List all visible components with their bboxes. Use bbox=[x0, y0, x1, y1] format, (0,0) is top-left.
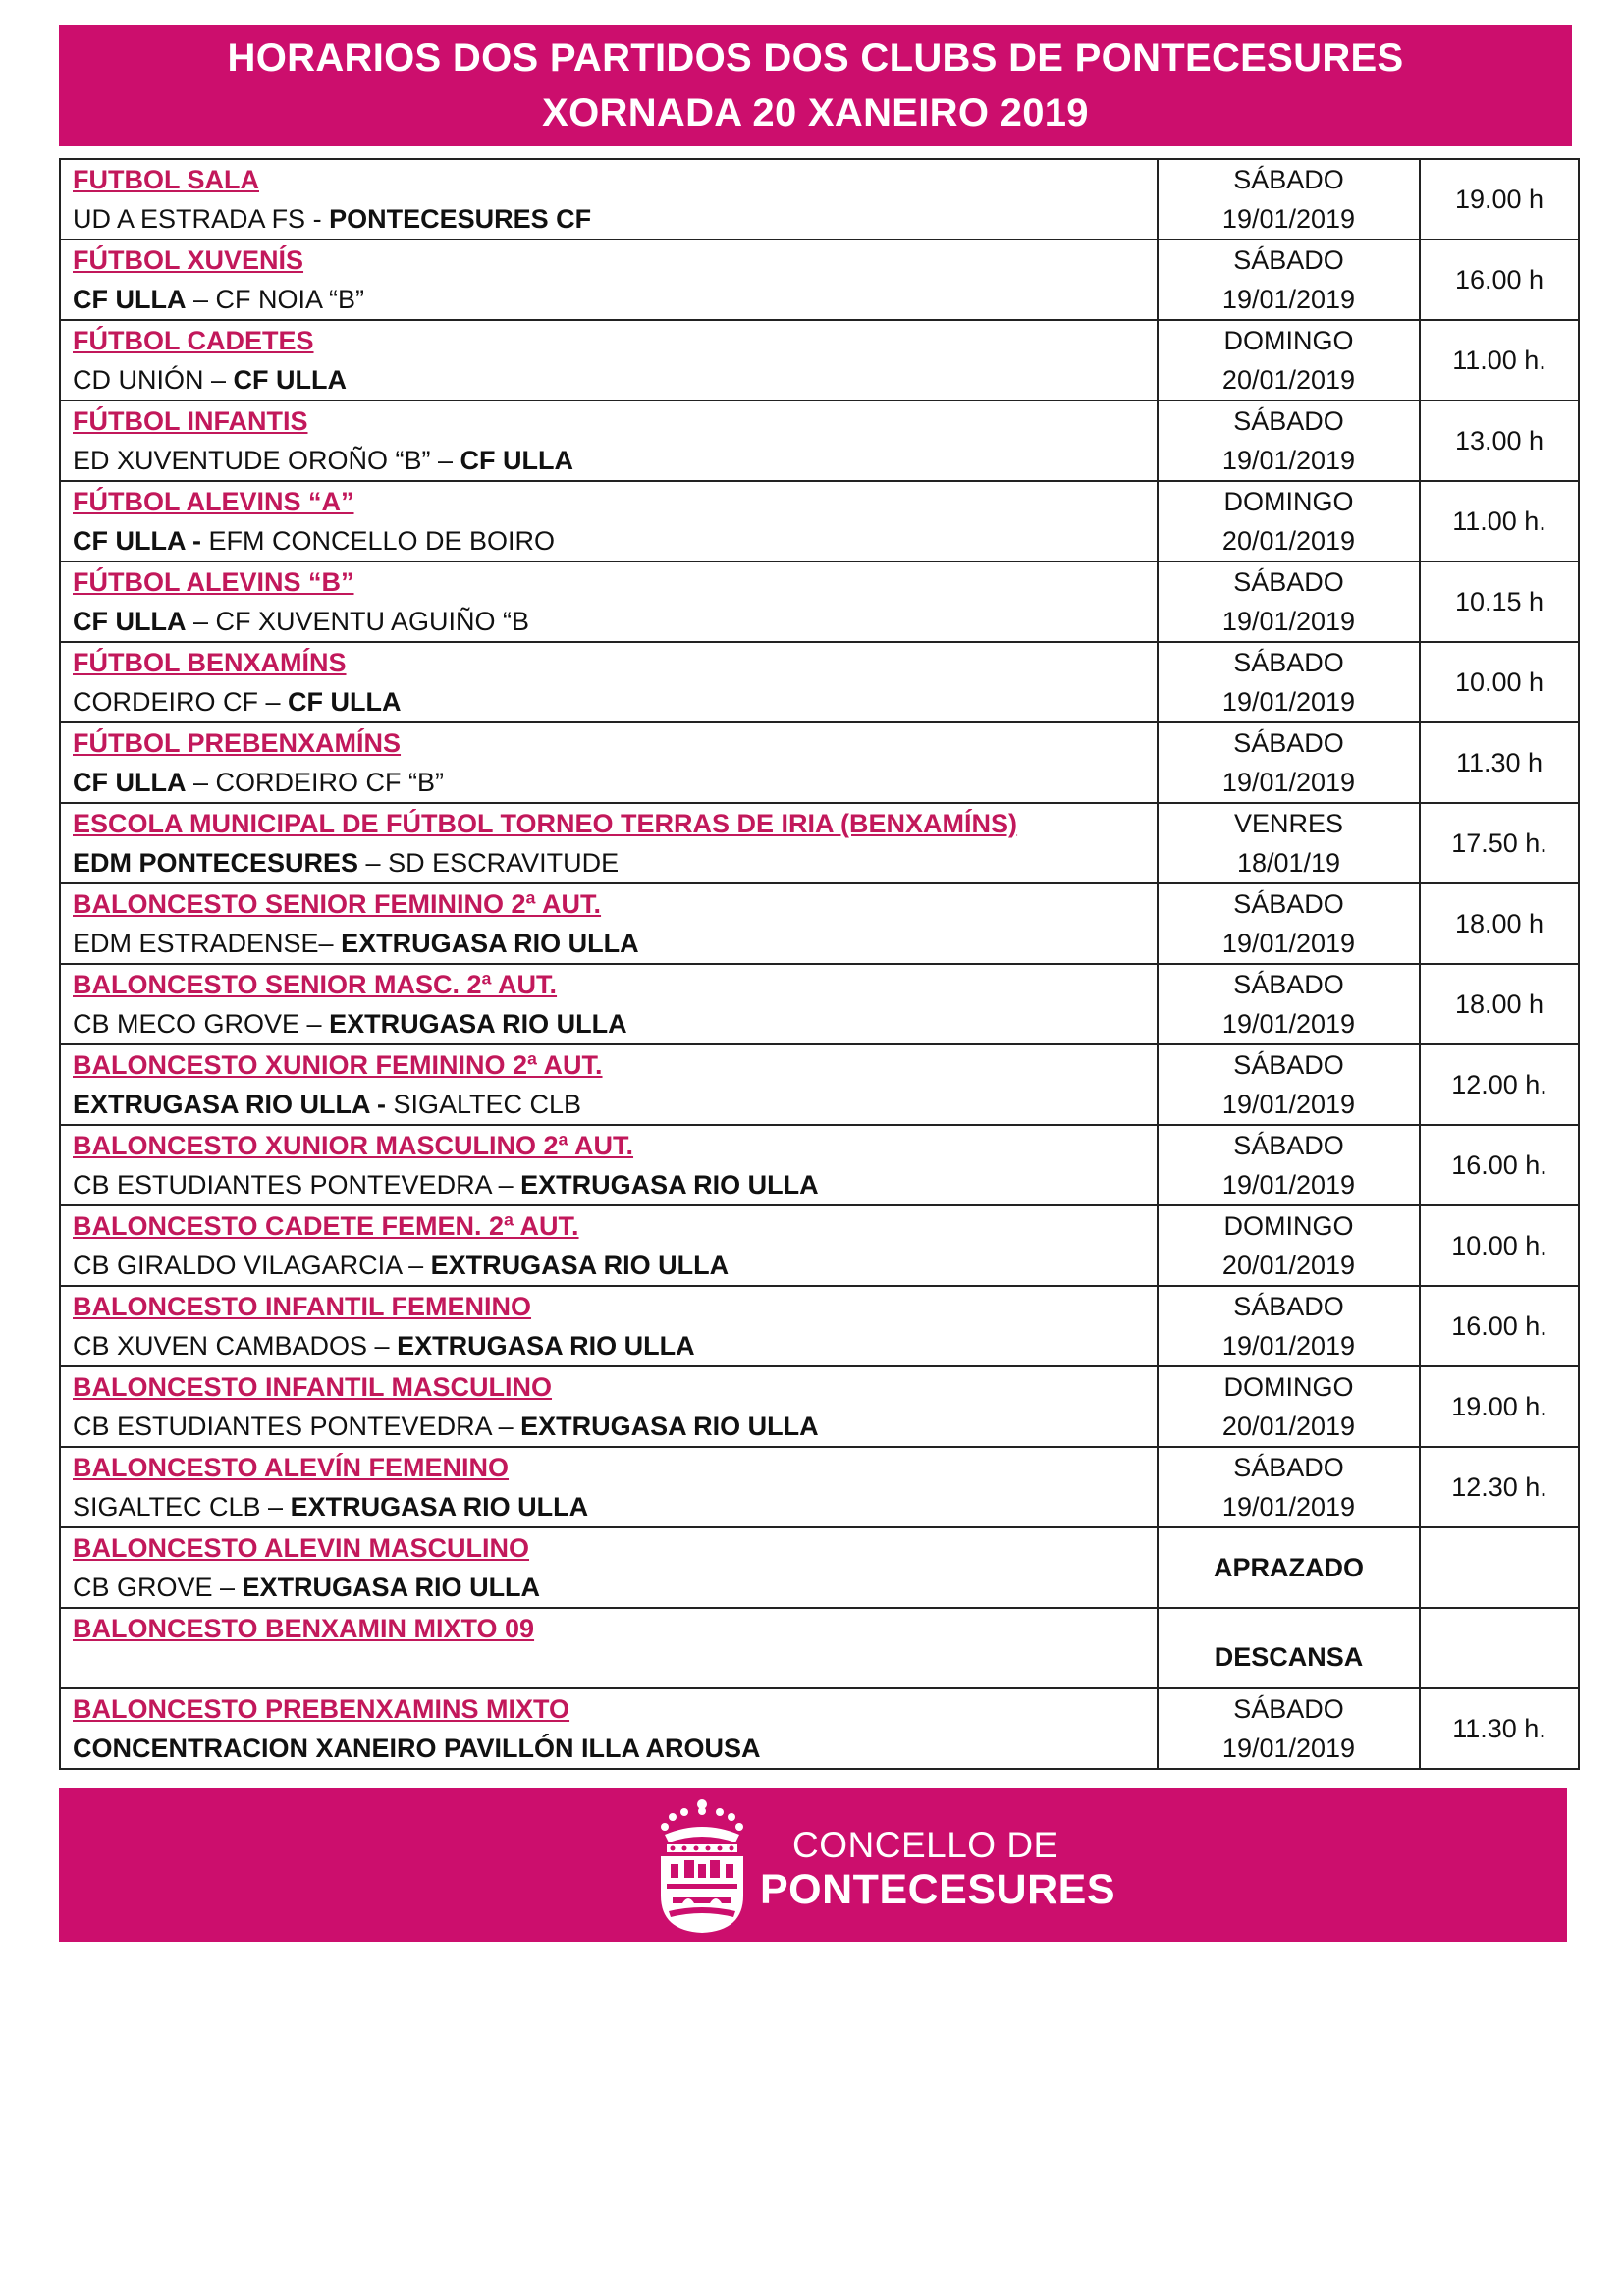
match-cell bbox=[60, 159, 1158, 240]
day-cell bbox=[1158, 240, 1420, 320]
schedule-row bbox=[60, 1125, 1579, 1205]
team-name-highlight: EXTRUGASA RIO ULLA bbox=[520, 1170, 819, 1200]
match-teams bbox=[73, 280, 1145, 319]
schedule-row bbox=[60, 320, 1579, 400]
match-cell bbox=[60, 722, 1158, 803]
day-cell bbox=[1158, 159, 1420, 240]
match-date: 19/01/2019 bbox=[1221, 768, 1356, 797]
match-time: 11.30 h bbox=[1420, 722, 1579, 803]
match-time: 16.00 h bbox=[1420, 240, 1579, 320]
team-name-highlight: EDM PONTECESURES bbox=[73, 848, 359, 878]
day-cell bbox=[1158, 1125, 1420, 1205]
match-time: 19.00 h bbox=[1420, 159, 1579, 240]
footer-title-line2: PONTECESURES bbox=[760, 1866, 1116, 1913]
match-date: 20/01/2019 bbox=[1221, 1412, 1356, 1441]
team-name-highlight: EXTRUGASA RIO ULLA bbox=[341, 929, 639, 958]
match-time: 18.00 h bbox=[1420, 883, 1579, 964]
category-link[interactable]: BALONCESTO ALEVÍN FEMENINO bbox=[73, 1453, 510, 1482]
match-cell bbox=[60, 320, 1158, 400]
match-cell bbox=[60, 1608, 1158, 1688]
category-link[interactable]: BALONCESTO BENXAMIN MIXTO 09 bbox=[73, 1614, 535, 1643]
schedule-row bbox=[60, 642, 1579, 722]
match-date: 20/01/2019 bbox=[1221, 526, 1356, 556]
match-time: 11.30 h. bbox=[1420, 1688, 1579, 1769]
match-teams bbox=[73, 1648, 1145, 1687]
match-teams bbox=[73, 1407, 1145, 1446]
day-cell bbox=[1158, 1044, 1420, 1125]
match-time: 16.00 h. bbox=[1420, 1286, 1579, 1366]
weekday: SÁBADO bbox=[1233, 970, 1344, 999]
footer-title-line1: CONCELLO DE bbox=[792, 1825, 1058, 1865]
day-cell bbox=[1158, 481, 1420, 561]
match-date: 19/01/2019 bbox=[1221, 929, 1356, 958]
weekday: SÁBADO bbox=[1233, 406, 1344, 436]
footer-banner bbox=[59, 1788, 1567, 1942]
team-name: CD UNIÓN – bbox=[73, 365, 234, 395]
match-cell bbox=[60, 1366, 1158, 1447]
category-link[interactable]: FÚTBOL XUVENÍS bbox=[73, 245, 304, 275]
schedule-body bbox=[60, 159, 1579, 1769]
match-date: 19/01/2019 bbox=[1221, 1492, 1356, 1522]
match-status: APRAZADO bbox=[1158, 1527, 1420, 1608]
match-cell bbox=[60, 481, 1158, 561]
match-teams bbox=[73, 1487, 1145, 1526]
match-date: 19/01/2019 bbox=[1221, 1009, 1356, 1039]
weekday: SÁBADO bbox=[1233, 245, 1344, 275]
team-name-highlight: EXTRUGASA RIO ULLA bbox=[290, 1492, 589, 1522]
schedule-row bbox=[60, 964, 1579, 1044]
day-cell bbox=[1158, 1205, 1420, 1286]
match-date: 19/01/2019 bbox=[1221, 1331, 1356, 1361]
match-teams bbox=[73, 441, 1145, 480]
weekday: DOMINGO bbox=[1223, 487, 1354, 516]
match-status: DESCANSA bbox=[1158, 1608, 1420, 1688]
day-cell bbox=[1158, 1286, 1420, 1366]
schedule-table bbox=[59, 158, 1580, 1770]
team-name: CB GIRALDO VILAGARCIA – bbox=[73, 1251, 431, 1280]
category-link[interactable]: BALONCESTO XUNIOR FEMININO 2ª AUT. bbox=[73, 1050, 603, 1080]
match-date: 19/01/2019 bbox=[1221, 1170, 1356, 1200]
page-subtitle: XORNADA 20 XANEIRO 2019 bbox=[542, 91, 1089, 134]
schedule-row bbox=[60, 481, 1579, 561]
weekday: SÁBADO bbox=[1233, 889, 1344, 919]
weekday: SÁBADO bbox=[1233, 1694, 1344, 1724]
category-link[interactable]: BALONCESTO XUNIOR MASCULINO 2ª AUT. bbox=[73, 1131, 634, 1160]
weekday: DOMINGO bbox=[1223, 326, 1354, 355]
team-name: SIGALTEC CLB – bbox=[73, 1492, 291, 1522]
match-teams bbox=[73, 1004, 1145, 1043]
category-link[interactable]: FUTBOL SALA bbox=[73, 165, 259, 194]
match-date: 19/01/2019 bbox=[1221, 1734, 1356, 1763]
match-teams bbox=[73, 924, 1145, 963]
team-name-highlight: EXTRUGASA RIO ULLA bbox=[329, 1009, 627, 1039]
match-cell bbox=[60, 883, 1158, 964]
team-name-highlight: EXTRUGASA RIO ULLA - bbox=[73, 1090, 386, 1119]
page-header bbox=[59, 25, 1572, 146]
match-teams bbox=[73, 602, 1145, 641]
match-teams bbox=[73, 521, 1145, 561]
team-name-highlight: EXTRUGASA RIO ULLA bbox=[520, 1412, 819, 1441]
category-link[interactable]: BALONCESTO SENIOR FEMININO 2ª AUT. bbox=[73, 889, 602, 919]
team-name-highlight: EXTRUGASA RIO ULLA bbox=[430, 1251, 730, 1280]
time-cell bbox=[1420, 1527, 1579, 1608]
match-time: 10.00 h bbox=[1420, 642, 1579, 722]
category-link[interactable]: FÚTBOL ALEVINS “B” bbox=[73, 567, 354, 597]
category-link[interactable]: BALONCESTO ALEVIN MASCULINO bbox=[73, 1533, 530, 1563]
match-time: 12.00 h. bbox=[1420, 1044, 1579, 1125]
day-cell bbox=[1158, 883, 1420, 964]
match-time: 18.00 h bbox=[1420, 964, 1579, 1044]
team-name-highlight: CF ULLA - bbox=[73, 526, 201, 556]
weekday: SÁBADO bbox=[1233, 648, 1344, 677]
team-name-highlight: EXTRUGASA RIO ULLA bbox=[397, 1331, 695, 1361]
match-date: 19/01/2019 bbox=[1221, 446, 1356, 475]
match-teams bbox=[73, 360, 1145, 400]
match-date: 19/01/2019 bbox=[1221, 1090, 1356, 1119]
match-cell bbox=[60, 1688, 1158, 1769]
category-link[interactable]: BALONCESTO PREBENXAMINS MIXTO bbox=[73, 1694, 570, 1724]
match-time: 11.00 h. bbox=[1420, 320, 1579, 400]
category-link[interactable]: BALONCESTO INFANTIL FEMENINO bbox=[73, 1292, 532, 1321]
schedule-row bbox=[60, 400, 1579, 481]
weekday: SÁBADO bbox=[1233, 1131, 1344, 1160]
match-date: 19/01/2019 bbox=[1221, 607, 1356, 636]
match-date: 20/01/2019 bbox=[1221, 1251, 1356, 1280]
schedule-row bbox=[60, 1527, 1579, 1608]
schedule-row bbox=[60, 1688, 1579, 1769]
weekday: SÁBADO bbox=[1233, 1453, 1344, 1482]
schedule-row bbox=[60, 561, 1579, 642]
match-time: 16.00 h. bbox=[1420, 1125, 1579, 1205]
match-teams bbox=[73, 1729, 1145, 1768]
schedule-row bbox=[60, 1044, 1579, 1125]
team-name: CB ESTUDIANTES PONTEVEDRA – bbox=[73, 1412, 521, 1441]
match-time: 12.30 h. bbox=[1420, 1447, 1579, 1527]
match-time: 11.00 h. bbox=[1420, 481, 1579, 561]
match-teams bbox=[73, 199, 1145, 239]
team-name: SIGALTEC CLB bbox=[386, 1090, 582, 1119]
match-date: 19/01/2019 bbox=[1221, 204, 1356, 234]
team-name-highlight: CF ULLA bbox=[288, 687, 402, 717]
page-title: HORARIOS DOS PARTIDOS DOS CLUBS DE PONTECESURES bbox=[227, 36, 1404, 80]
match-date: 20/01/2019 bbox=[1221, 365, 1356, 395]
match-cell bbox=[60, 964, 1158, 1044]
team-name: – SD ESCRAVITUDE bbox=[358, 848, 620, 878]
match-time: 10.15 h bbox=[1420, 561, 1579, 642]
category-link[interactable]: FÚTBOL CADETES bbox=[73, 326, 314, 355]
match-time: 17.50 h. bbox=[1420, 803, 1579, 883]
schedule-row bbox=[60, 722, 1579, 803]
day-cell bbox=[1158, 1447, 1420, 1527]
match-teams bbox=[73, 1085, 1145, 1124]
match-time: 13.00 h bbox=[1420, 400, 1579, 481]
weekday: DOMINGO bbox=[1223, 1372, 1354, 1402]
team-name-highlight: EXTRUGASA RIO ULLA bbox=[242, 1573, 541, 1602]
team-name-highlight: CF ULLA bbox=[73, 768, 187, 797]
schedule-row bbox=[60, 1447, 1579, 1527]
team-name: EFM CONCELLO DE BOIRO bbox=[200, 526, 556, 556]
team-name: CB GROVE – bbox=[73, 1573, 243, 1602]
schedule-row bbox=[60, 883, 1579, 964]
schedule-row bbox=[60, 240, 1579, 320]
schedule-row bbox=[60, 803, 1579, 883]
team-name-highlight: CONCENTRACION XANEIRO PAVILLÓN ILLA AROUSA bbox=[73, 1734, 761, 1763]
team-name-highlight: CF ULLA bbox=[73, 607, 187, 636]
weekday: SÁBADO bbox=[1233, 1050, 1344, 1080]
match-cell bbox=[60, 1205, 1158, 1286]
team-name: ED XUVENTUDE OROÑO “B” – bbox=[73, 446, 460, 475]
day-cell bbox=[1158, 1688, 1420, 1769]
match-teams bbox=[73, 1326, 1145, 1365]
match-cell bbox=[60, 240, 1158, 320]
day-cell bbox=[1158, 561, 1420, 642]
match-date: 18/01/19 bbox=[1236, 848, 1341, 878]
team-name: CORDEIRO CF – bbox=[73, 687, 289, 717]
team-name: CB XUVEN CAMBADOS – bbox=[73, 1331, 398, 1361]
team-name: – CF NOIA “B” bbox=[186, 285, 365, 314]
match-cell bbox=[60, 1527, 1158, 1608]
match-teams bbox=[73, 843, 1145, 882]
category-link[interactable]: BALONCESTO INFANTIL MASCULINO bbox=[73, 1372, 553, 1402]
team-name: EDM ESTRADENSE– bbox=[73, 929, 342, 958]
match-cell bbox=[60, 1447, 1158, 1527]
match-cell bbox=[60, 1286, 1158, 1366]
day-cell bbox=[1158, 400, 1420, 481]
team-name-highlight: CF ULLA bbox=[73, 285, 187, 314]
day-cell bbox=[1158, 642, 1420, 722]
weekday: VENRES bbox=[1233, 809, 1344, 838]
weekday: SÁBADO bbox=[1233, 728, 1344, 758]
category-link[interactable]: FÚTBOL BENXAMÍNS bbox=[73, 648, 347, 677]
match-teams bbox=[73, 1246, 1145, 1285]
day-cell bbox=[1158, 320, 1420, 400]
time-cell bbox=[1420, 1608, 1579, 1688]
team-name: – CORDEIRO CF “B” bbox=[186, 768, 444, 797]
category-link[interactable]: FÚTBOL PREBENXAMÍNS bbox=[73, 728, 402, 758]
category-link[interactable]: FÚTBOL ALEVINS “A” bbox=[73, 487, 354, 516]
category-link[interactable]: BALONCESTO SENIOR MASC. 2ª AUT. bbox=[73, 970, 558, 999]
match-cell bbox=[60, 1125, 1158, 1205]
match-date: 19/01/2019 bbox=[1221, 285, 1356, 314]
match-cell bbox=[60, 400, 1158, 481]
team-name: – CF XUVENTU AGUIÑO “B bbox=[186, 607, 530, 636]
match-cell bbox=[60, 1044, 1158, 1125]
weekday: DOMINGO bbox=[1223, 1211, 1354, 1241]
match-teams bbox=[73, 763, 1145, 802]
schedule-row bbox=[60, 159, 1579, 240]
weekday: SÁBADO bbox=[1233, 165, 1344, 194]
schedule-row bbox=[60, 1205, 1579, 1286]
coat-of-arms-icon bbox=[655, 1797, 749, 1935]
match-cell bbox=[60, 561, 1158, 642]
match-cell bbox=[60, 803, 1158, 883]
schedule-row bbox=[60, 1366, 1579, 1447]
weekday: SÁBADO bbox=[1233, 1292, 1344, 1321]
match-cell bbox=[60, 642, 1158, 722]
schedule-row bbox=[60, 1608, 1579, 1688]
team-name-highlight: CF ULLA bbox=[233, 365, 348, 395]
match-time: 10.00 h. bbox=[1420, 1205, 1579, 1286]
day-cell bbox=[1158, 722, 1420, 803]
team-name: CB ESTUDIANTES PONTEVEDRA – bbox=[73, 1170, 521, 1200]
schedule-row bbox=[60, 1286, 1579, 1366]
day-cell bbox=[1158, 803, 1420, 883]
day-cell bbox=[1158, 964, 1420, 1044]
category-link[interactable]: FÚTBOL INFANTIS bbox=[73, 406, 308, 436]
match-teams bbox=[73, 682, 1145, 721]
match-teams bbox=[73, 1568, 1145, 1607]
match-date: 19/01/2019 bbox=[1221, 687, 1356, 717]
day-cell bbox=[1158, 1366, 1420, 1447]
team-name-highlight: PONTECESURES CF bbox=[329, 204, 592, 234]
category-link[interactable]: BALONCESTO CADETE FEMEN. 2ª AUT. bbox=[73, 1211, 579, 1241]
match-time: 19.00 h. bbox=[1420, 1366, 1579, 1447]
team-name-highlight: CF ULLA bbox=[460, 446, 574, 475]
weekday: SÁBADO bbox=[1233, 567, 1344, 597]
category-link[interactable]: ESCOLA MUNICIPAL DE FÚTBOL TORNEO TERRAS DE IRIA (BENXAMÍNS) bbox=[73, 809, 1018, 838]
team-name: UD A ESTRADA FS - bbox=[73, 204, 330, 234]
match-teams bbox=[73, 1165, 1145, 1204]
team-name: CB MECO GROVE – bbox=[73, 1009, 330, 1039]
